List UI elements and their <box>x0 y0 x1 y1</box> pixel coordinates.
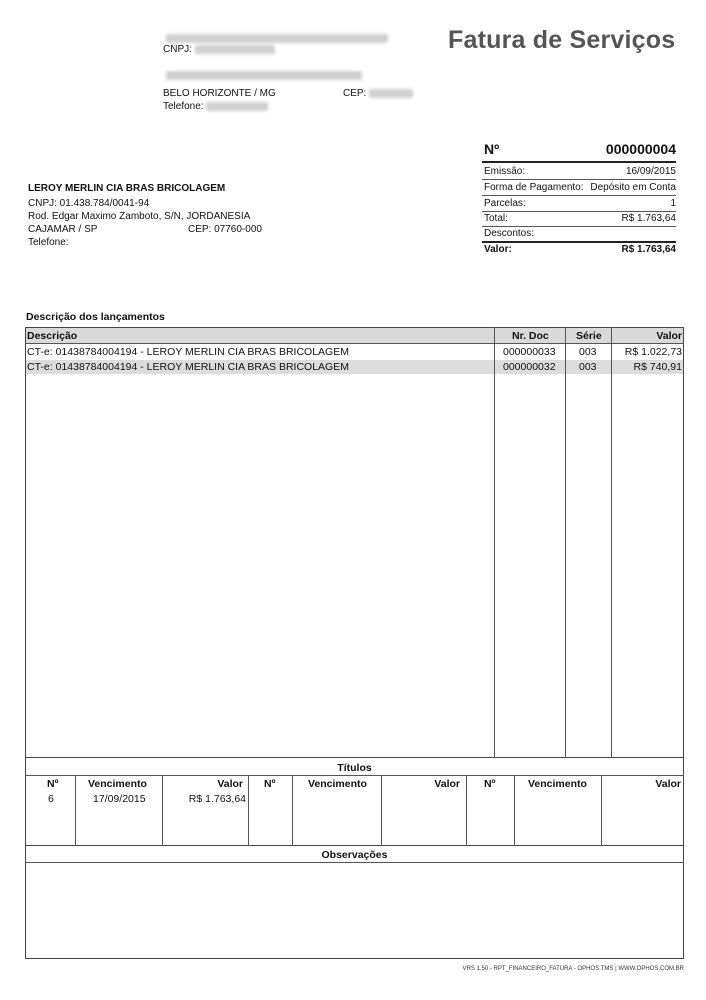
emission-label: Emissão: <box>484 166 526 177</box>
customer-name: LEROY MERLIN CIA BRAS BRICOLAGEM <box>28 183 226 194</box>
title-due: 17/09/2015 <box>93 793 146 805</box>
footer-text: VRS 1.50 - RPT_FINANCEIRO_FATURA - OPHOS.TMS | WWW.OPHOS.COM.BR <box>462 966 684 972</box>
payment-value: Depósito em Conta <box>590 182 676 193</box>
value-amount: R$ 1.763,64 <box>621 244 676 255</box>
total-value: R$ 1.763,64 <box>621 213 676 224</box>
document-title: Fatura de Serviços <box>448 26 676 54</box>
customer-city-state: CAJAMAR / SP <box>28 224 98 235</box>
entries-header-description: Descrição <box>27 330 78 342</box>
installments-label: Parcelas: <box>484 198 526 209</box>
titles-header-number: Nº <box>484 778 496 790</box>
total-label: Total: <box>484 213 508 224</box>
titles-header-due: Vencimento <box>88 778 147 790</box>
titles-section-title: Títulos <box>337 762 372 774</box>
titles-header-due: Vencimento <box>528 778 587 790</box>
issuer-cnpj <box>163 44 275 55</box>
invoice-number: 000000004 <box>605 141 676 157</box>
issuer-address-redacted <box>166 67 362 85</box>
customer-phone: Telefone: <box>28 237 69 248</box>
entries-header-doc: Nr. Doc <box>512 330 549 342</box>
title-value: R$ 1.763,64 <box>188 793 246 805</box>
issuer-phone-label: Telefone: <box>163 101 204 112</box>
invoice-number-label: Nº <box>484 141 500 157</box>
issuer-cep <box>343 88 413 99</box>
issuer-phone <box>163 101 268 112</box>
customer-cnpj: CNPJ: 01.438.784/0041-94 <box>28 198 150 209</box>
entries-header-value: Valor <box>656 330 682 342</box>
titles-header-due: Vencimento <box>308 778 367 790</box>
installments-value: 1 <box>670 198 676 209</box>
issuer-city-state: BELO HORIZONTE / MG <box>163 88 276 99</box>
emission-value: 16/09/2015 <box>625 166 676 177</box>
entry-series: 003 <box>579 346 597 358</box>
entries-section-title: Descrição dos lançamentos <box>26 311 165 323</box>
titles-header-value: Valor <box>434 778 460 790</box>
title-number: 6 <box>48 793 54 805</box>
value-label: Valor: <box>484 244 512 255</box>
entry-value: R$ 1.022,73 <box>624 346 682 358</box>
discounts-label: Descontos: <box>484 228 535 239</box>
entry-value: R$ 740,91 <box>633 361 682 373</box>
entries-header-series: Série <box>576 330 602 342</box>
entry-doc: 000000032 <box>503 361 556 373</box>
entry-doc: 000000033 <box>503 346 556 358</box>
issuer-cep-label: CEP: <box>343 88 367 99</box>
titles-header-number: Nº <box>264 778 276 790</box>
entry-series: 003 <box>579 361 597 373</box>
payment-label: Forma de Pagamento: <box>484 182 584 193</box>
entry-description: CT-e: 01438784004194 - LEROY MERLIN CIA BRAS BRICOLAGEM <box>27 346 349 358</box>
titles-header-value: Valor <box>655 778 681 790</box>
observations-title: Observações <box>321 849 388 861</box>
entry-description: CT-e: 01438784004194 - LEROY MERLIN CIA BRAS BRICOLAGEM <box>27 361 349 373</box>
titles-header-value: Valor <box>217 778 243 790</box>
issuer-cnpj-label: CNPJ: <box>163 44 192 55</box>
customer-cep: CEP: 07760-000 <box>188 224 262 235</box>
titles-header-number: Nº <box>47 778 59 790</box>
customer-address: Rod. Edgar Maximo Zamboto, S/N, JORDANESIA <box>28 211 251 222</box>
